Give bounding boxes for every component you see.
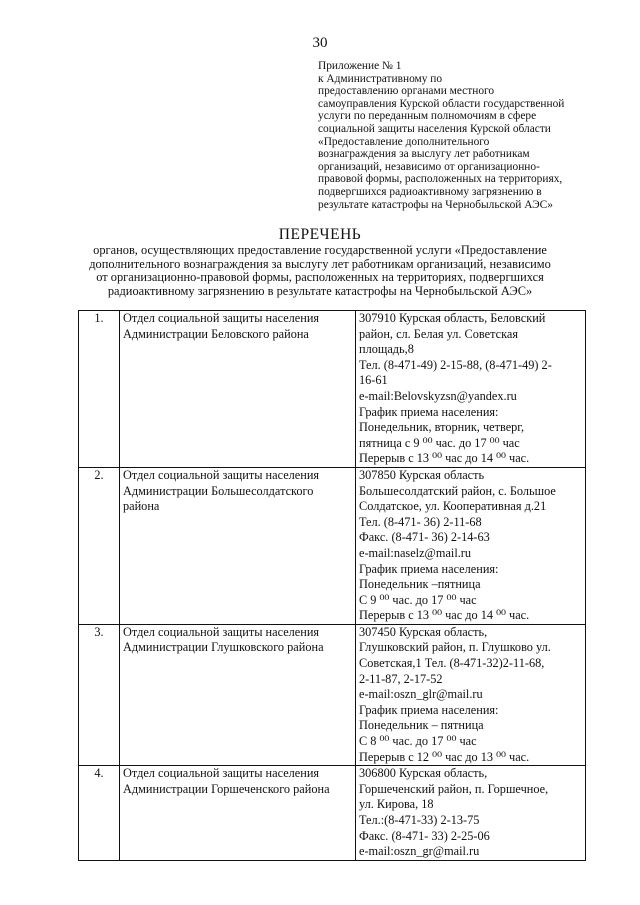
contact-line: Перерыв с 12 ⁰⁰ час до 13 ⁰⁰ час. bbox=[359, 749, 530, 764]
contact-line: Тел. (8-471-49) 2-15-88, (8-471-49) 2- bbox=[359, 357, 552, 372]
contact-line: площадь,8 bbox=[359, 342, 414, 357]
department-line: Администрации Большесолдатского bbox=[123, 483, 314, 498]
contact-cell bbox=[356, 624, 586, 765]
appendix-line: результате катастрофы на Чернобыльской АЭС» bbox=[318, 198, 553, 211]
appendix-line: к Административному по bbox=[318, 72, 443, 85]
contact-line: График приема населения: bbox=[359, 702, 499, 717]
department-line: Администрации Горшеченского района bbox=[123, 781, 330, 796]
appendix-line: организаций, независимо от организационно- bbox=[318, 160, 540, 173]
contact-line: 307910 Курская область, Беловский bbox=[359, 311, 546, 325]
row-number: 4. bbox=[79, 766, 120, 861]
contact-line: Глушковский район, п. Глушково ул. bbox=[359, 640, 551, 655]
contact-line: 306800 Курская область, bbox=[359, 766, 488, 781]
contact-line: e-mail:Belovskyzsn@yandex.ru bbox=[359, 388, 517, 403]
row-number: 3. bbox=[79, 624, 120, 765]
subtitle-line: от организационно-правовой формы, расположенных на территориях, подвергшихся bbox=[96, 270, 544, 285]
department-cell bbox=[120, 311, 356, 468]
row-number: 2. bbox=[79, 467, 120, 624]
subtitle-line: радиоактивному загрязнению в результате катастрофы на Чернобыльской АЭС» bbox=[107, 283, 533, 298]
contact-line: e-mail:oszn_gr@mail.ru bbox=[359, 844, 480, 859]
organizations-table bbox=[78, 310, 586, 861]
appendix-line: самоуправления Курской области государственной bbox=[318, 97, 565, 110]
contact-line: район, сл. Белая ул. Советская bbox=[359, 326, 518, 341]
contact-line: Понедельник –пятница bbox=[359, 577, 481, 592]
contact-line: С 9 ⁰⁰ час. до 17 ⁰⁰ час bbox=[359, 592, 477, 607]
contact-line: График приема населения: bbox=[359, 404, 499, 419]
appendix-line: вознаграждения за выслугу лет работникам bbox=[318, 148, 530, 161]
contact-line: Тел.:(8-471-33) 2-13-75 bbox=[359, 813, 480, 827]
contact-line: График приема населения: bbox=[359, 561, 499, 576]
contact-line: Горшеченский район, п. Горшечное, bbox=[359, 781, 549, 796]
contact-line: 307450 Курская область, bbox=[359, 624, 488, 639]
contact-line: пятница с 9 ⁰⁰ час. до 17 ⁰⁰ час bbox=[359, 435, 520, 450]
document-title: ПЕРЕЧЕНЬ bbox=[278, 226, 362, 243]
appendix-line: социальной защиты населения Курской области bbox=[318, 122, 551, 135]
page-number: 30 bbox=[312, 35, 328, 51]
contact-line: Факс. (8-471- 36) 2-14-63 bbox=[359, 530, 490, 545]
contact-line: Солдатское, ул. Кооперативная д.21 bbox=[359, 499, 547, 514]
contact-line: Советская,1 Тел. (8-471-32)2-11-68, bbox=[359, 656, 545, 671]
department-line: района bbox=[123, 499, 160, 514]
appendix-line: предоставлению органами местного bbox=[318, 85, 495, 98]
table-row bbox=[79, 467, 586, 624]
department-line: Администрации Глушковского района bbox=[123, 640, 324, 655]
contact-line: Перерыв с 13 ⁰⁰ час до 14 ⁰⁰ час. bbox=[359, 451, 530, 466]
contact-line: Тел. (8-471- 36) 2-11-68 bbox=[359, 514, 482, 529]
contact-cell bbox=[356, 766, 586, 861]
contact-line: e-mail:oszn_glr@mail.ru bbox=[359, 687, 483, 702]
appendix-header bbox=[318, 60, 588, 211]
department-line: Отдел социальной защиты населения bbox=[123, 311, 320, 325]
appendix-line: услуги по переданным полномочиям в сфере bbox=[318, 110, 537, 123]
contact-line: С 8 ⁰⁰ час. до 17 ⁰⁰ час bbox=[359, 734, 477, 749]
contact-cell bbox=[356, 467, 586, 624]
department-line: Администрации Беловского района bbox=[123, 326, 309, 341]
contact-line: Перерыв с 13 ⁰⁰ час до 14 ⁰⁰ час. bbox=[359, 608, 530, 623]
table-row bbox=[79, 624, 586, 765]
department-line: Отдел социальной защиты населения bbox=[123, 467, 320, 482]
subtitle-line: дополнительного вознаграждения за выслугу лет работникам организаций, независимо bbox=[89, 256, 551, 271]
contact-line: Понедельник, вторник, четверг, bbox=[359, 420, 525, 435]
contact-line: Понедельник – пятница bbox=[359, 718, 484, 733]
contact-line: Большесолдатский район, с. Большое bbox=[359, 483, 556, 498]
contact-cell bbox=[356, 311, 586, 468]
table-row bbox=[79, 311, 586, 468]
contact-line: e-mail:naselz@mail.ru bbox=[359, 545, 472, 560]
contact-line: 307850 Курская область bbox=[359, 467, 485, 482]
department-cell bbox=[120, 467, 356, 624]
contact-line: ул. Кирова, 18 bbox=[359, 797, 434, 812]
contact-line: 2-11-87, 2-17-52 bbox=[359, 671, 443, 686]
table-body bbox=[79, 311, 586, 861]
department-cell bbox=[120, 624, 356, 765]
row-number: 1. bbox=[79, 311, 120, 468]
department-line: Отдел социальной защиты населения bbox=[123, 766, 320, 781]
table-row bbox=[79, 766, 586, 861]
document-subtitle bbox=[40, 244, 600, 298]
subtitle-line: органов, осуществляющих предоставление государственной услуги «Предоставление bbox=[93, 243, 547, 257]
department-cell bbox=[120, 766, 356, 861]
appendix-line: подвергшихся радиоактивному загрязнению в bbox=[318, 185, 542, 198]
appendix-line: «Предоставление дополнительного bbox=[318, 135, 490, 148]
department-line: Отдел социальной защиты населения bbox=[123, 624, 320, 639]
appendix-line: правовой формы, расположенных на территориях, bbox=[318, 173, 563, 186]
contact-line: Факс. (8-471- 33) 2-25-06 bbox=[359, 828, 490, 843]
contact-line: 16-61 bbox=[359, 373, 388, 388]
appendix-line: Приложение № 1 bbox=[318, 60, 402, 72]
